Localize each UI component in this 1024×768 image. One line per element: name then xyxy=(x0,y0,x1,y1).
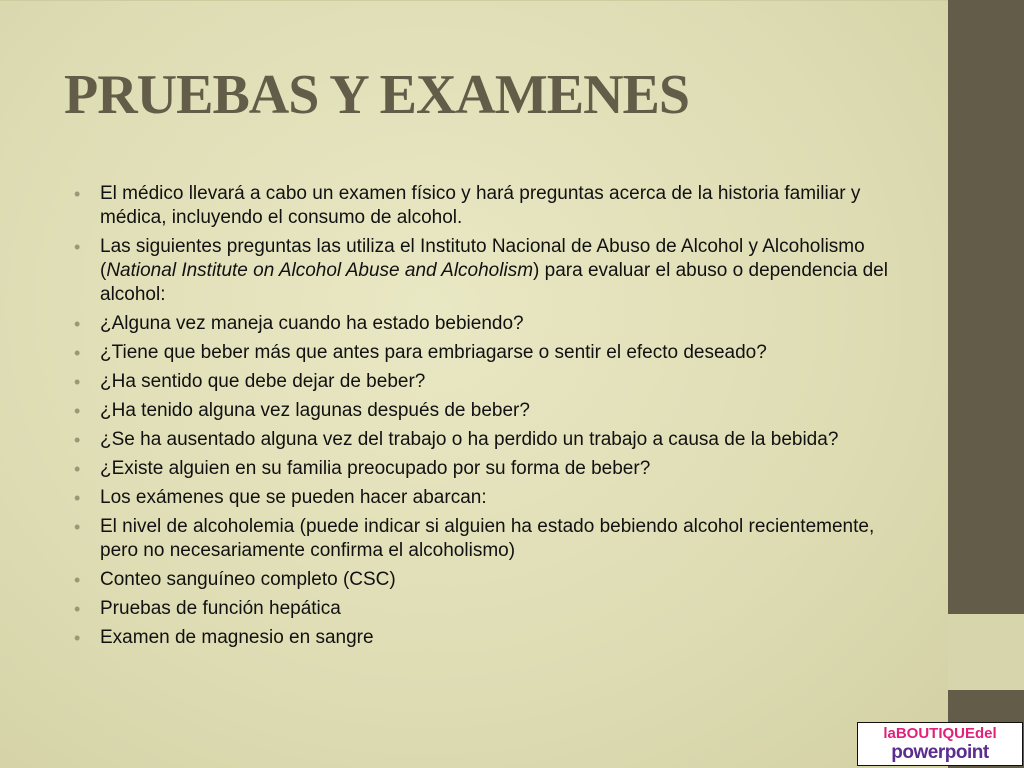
logo-line-2: powerpoint xyxy=(891,742,989,763)
list-item: • Pruebas de función hepática xyxy=(74,598,341,619)
bullet-dot-icon: • xyxy=(74,628,81,648)
list-item: • Los exámenes que se pueden hacer abarcan: xyxy=(74,487,487,508)
italic-institute-name: National Institute on Alcohol Abuse and Alcoholism xyxy=(106,260,534,281)
list-item: • ¿Tiene que beber más que antes para embriagarse o sentir el efecto deseado? xyxy=(74,342,767,363)
bullet-dot-icon: • xyxy=(74,517,81,537)
list-item: • El médico llevará a cabo un examen físico y hará preguntas acerca de la historia familiar y médica, incluyendo el consumo de alcohol. xyxy=(74,183,861,228)
bullet-dot-icon: • xyxy=(74,459,81,479)
list-item: • ¿Ha sentido que debe dejar de beber? xyxy=(74,371,426,392)
list-item: • Las siguientes preguntas las utiliza el Instituto Nacional de Abuso de Alcohol y Alcoholismo (National Institute on Alcohol Abuse and Alcoholism) para evaluar el abuso o dependencia del alcohol: xyxy=(74,236,888,305)
bullet-dot-icon: • xyxy=(74,401,81,421)
bullet-list xyxy=(74,182,904,655)
list-item: • ¿Ha tenido alguna vez lagunas después de beber? xyxy=(74,400,530,421)
list-item: • ¿Alguna vez maneja cuando ha estado bebiendo? xyxy=(74,313,524,334)
bullet-dot-icon: • xyxy=(74,314,81,334)
bullet-dot-icon: • xyxy=(74,372,81,392)
bullet-dot-icon: • xyxy=(74,184,81,204)
list-item: • El nivel de alcoholemia (puede indicar si alguien ha estado bebiendo alcohol recientemente, pero no necesariamente confirma el alcoholismo) xyxy=(74,516,875,561)
bullet-dot-icon: • xyxy=(74,570,81,590)
list-item: • ¿Se ha ausentado alguna vez del trabajo o ha perdido un trabajo a causa de la bebida? xyxy=(74,429,839,450)
bullet-dot-icon: • xyxy=(74,430,81,450)
list-item: • Examen de magnesio en sangre xyxy=(74,627,374,648)
boutique-powerpoint-logo xyxy=(857,722,1023,766)
side-light-block xyxy=(948,614,1024,690)
bullet-dot-icon: • xyxy=(74,237,81,257)
bullet-dot-icon: • xyxy=(74,488,81,508)
list-item: • Conteo sanguíneo completo (CSC) xyxy=(74,569,396,590)
bullet-dot-icon: • xyxy=(74,343,81,363)
slide-title: PRUEBAS Y EXAMENES xyxy=(64,64,690,126)
list-item: • ¿Existe alguien en su familia preocupado por su forma de beber? xyxy=(74,458,651,479)
bullet-dot-icon: • xyxy=(74,599,81,619)
logo-line-1: laBOUTIQUEdel xyxy=(883,725,997,742)
